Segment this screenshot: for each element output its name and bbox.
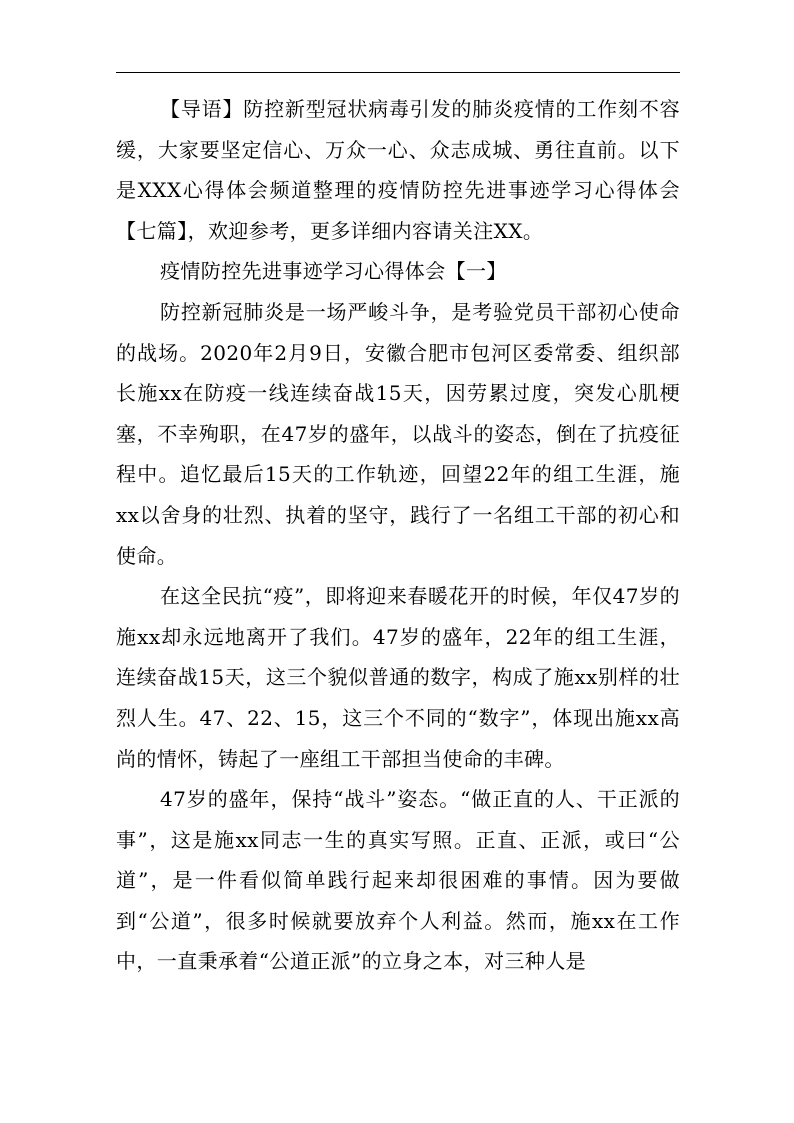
body-paragraph: 47岁的盛年，保持“战斗”姿态。“做正直的人、干正派的事”，这是施xx同志一生的真实写照。正直、正派，或曰“公道”，是一件看似简单践行起来却很困难的事情。因为要做到“公道”，很多时候就要放弃个人利益。然而，施xx在工作中，一直秉承着“公道正派”的立身之本，对三种人是 bbox=[116, 787, 680, 974]
header-rule bbox=[116, 72, 680, 73]
document-body bbox=[116, 89, 680, 982]
intro-paragraph: 【导语】防控新型冠状病毒引发的肺炎疫情的工作刻不容缓，大家要坚定信心、万众一心、众志成城、勇往直前。以下是XXX心得体会频道整理的疫情防控先进事迹学习心得体会【七篇】，欢迎参考，更多详细内容请关注XX。 bbox=[116, 97, 680, 243]
body-paragraph: 防控新冠肺炎是一场严峻斗争，是考验党员干部初心使命的战场。2020年2月9日，安徽合肥市包河区委常委、组织部长施xx在防疫一线连续奋战15天，因劳累过度，突发心肌梗塞，不幸殉职，在47岁的盛年，以战斗的姿态，倒在了抗疫征程中。追忆最后15天的工作轨迹，回望22年的组工生涯，施xx以舍身的壮烈、执着的坚守，践行了一名组工干部的初心和使命。 bbox=[116, 299, 680, 568]
section-heading: 疫情防控先进事迹学习心得体会【一】 bbox=[160, 259, 507, 284]
body-paragraph: 在这全民抗“疫”，即将迎来春暖花开的时候，年仅47岁的施xx却永远地离开了我们。47岁的盛年，22年的组工生涯，连续奋战15天，这三个貌似普通的数字，构成了施xx别样的壮烈人生。47、22、15，这三个不同的“数字”，体现出施xx高尚的情怀，铸起了一座组工干部担当使命的丰碑。 bbox=[116, 584, 680, 771]
